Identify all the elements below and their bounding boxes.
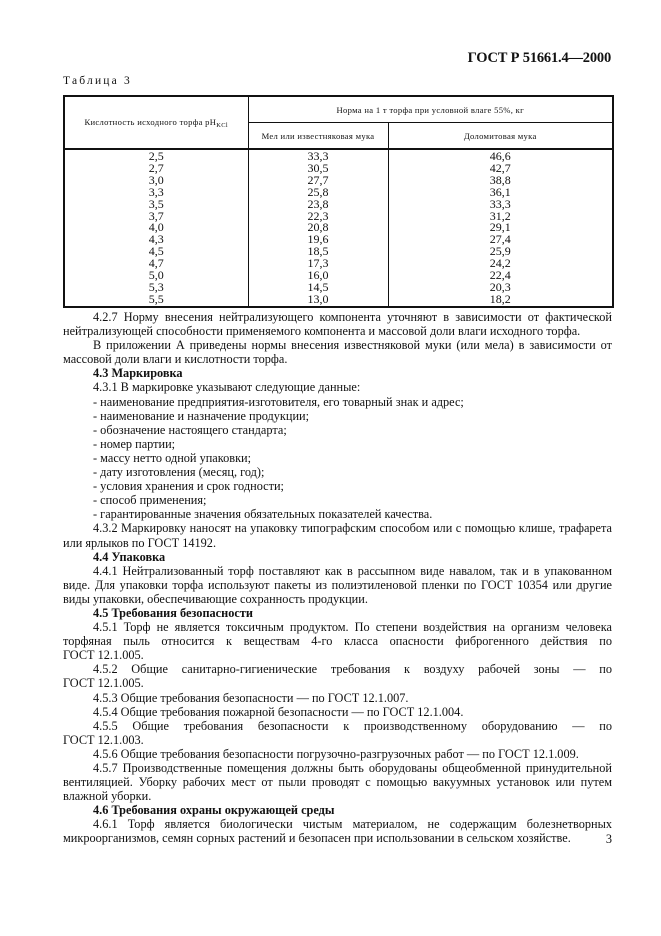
paragraph-4-2-7: 4.2.7 Норму внесения нейтрализующего компонента уточняют в зависимости от фактической нейтрализующей способности применяемого компонента и массовой доли влаги исходного торфа. bbox=[63, 310, 612, 339]
cell-dolomite: 18,2 bbox=[388, 294, 613, 307]
table-row bbox=[64, 282, 613, 294]
cell-ph: 5,3 bbox=[64, 282, 248, 294]
marking-list-item: - способ применения; bbox=[93, 493, 207, 508]
table-row bbox=[64, 258, 613, 270]
cell-ph: 2,7 bbox=[64, 163, 248, 175]
table-row bbox=[64, 163, 613, 175]
column-group-header-rate: Норма на 1 т торфа при условной влаге 55%, кг bbox=[248, 96, 613, 123]
cell-chalk: 33,3 bbox=[248, 149, 388, 163]
table-row bbox=[64, 246, 613, 258]
cell-dolomite: 38,8 bbox=[388, 175, 613, 187]
cell-chalk: 25,8 bbox=[248, 187, 388, 199]
paragraph-4-5-5-reference: ГОСТ 12.1.003. bbox=[63, 732, 144, 747]
cell-ph: 4,0 bbox=[64, 222, 248, 234]
section-heading-4-6-environment: 4.6 Требования охраны окружающей среды bbox=[93, 803, 335, 818]
cell-ph: 4,3 bbox=[64, 234, 248, 246]
marking-list-item: - условия хранения и срок годности; bbox=[93, 479, 284, 494]
page-number: 3 bbox=[605, 832, 612, 846]
cell-dolomite: 31,2 bbox=[388, 211, 613, 223]
cell-chalk: 22,3 bbox=[248, 211, 388, 223]
table-row bbox=[64, 294, 613, 307]
document-designation: ГОСТ Р 51661.4—2000 bbox=[467, 50, 611, 66]
cell-ph: 4,5 bbox=[64, 246, 248, 258]
paragraph-4-3-2: 4.3.2 Маркировку наносят на упаковку типографским способом или с помощью клише, трафарета или ярлыков по ГОСТ 14192. bbox=[63, 521, 612, 550]
cell-chalk: 30,5 bbox=[248, 163, 388, 175]
cell-dolomite: 22,4 bbox=[388, 270, 613, 282]
cell-chalk: 18,5 bbox=[248, 246, 388, 258]
column-header-chalk: Мел или известняковая мука bbox=[248, 123, 388, 150]
marking-list-item: - номер партии; bbox=[93, 436, 176, 451]
cell-chalk: 27,7 bbox=[248, 175, 388, 187]
column-header-dolomite: Доломитовая мука bbox=[388, 123, 613, 150]
table-caption: Таблица 3 bbox=[63, 75, 132, 87]
paragraph-4-3-1: 4.3.1 В маркировке указывают следующие данные: bbox=[93, 380, 361, 395]
paragraph-4-6-1: 4.6.1 Торф является биологически чистым материалом, не содержащим болезнетворных микроорганизмов, семян сорных растений и безопасен при использовании в сельском хозяйстве. bbox=[63, 817, 612, 846]
lime-rate-table bbox=[63, 95, 614, 308]
paragraph-annex-a-reference: В приложении А приведены нормы внесения известняковой муки (или мела) в зависимости от массовой доли влаги и кислотности торфа. bbox=[63, 338, 612, 367]
paragraph-4-5-2: 4.5.2 Общие санитарно-гигиенические требования к воздуху рабочей зоны — по bbox=[93, 662, 612, 677]
paragraph-4-5-6: 4.5.6 Общие требования безопасности погрузочно-разгрузочных работ — по ГОСТ 12.1.009. bbox=[93, 746, 579, 761]
table-row bbox=[64, 270, 613, 282]
cell-chalk: 23,8 bbox=[248, 199, 388, 211]
table-row bbox=[64, 199, 613, 211]
cell-dolomite: 36,1 bbox=[388, 187, 613, 199]
cell-chalk: 16,0 bbox=[248, 270, 388, 282]
section-heading-4-3-marking: 4.3 Маркировка bbox=[93, 366, 183, 381]
cell-chalk: 14,5 bbox=[248, 282, 388, 294]
cell-ph: 4,7 bbox=[64, 258, 248, 270]
marking-list-item: - дату изготовления (месяц, год); bbox=[93, 465, 265, 480]
cell-ph: 5,0 bbox=[64, 270, 248, 282]
paragraph-4-4-1: 4.4.1 Нейтрализованный торф поставляют как в рассыпном виде навалом, так и в упакованном виде. Для упаковки торфа используют пакеты из полиэтиленовой пленки по ГОСТ 10354 или другие виды упаковки, обеспечивающие сохранность продукции. bbox=[63, 563, 612, 606]
column-header-acidity bbox=[64, 96, 248, 149]
marking-list-item: - наименование и назначение продукции; bbox=[93, 408, 310, 423]
paragraph-4-5-5: 4.5.5 Общие требования безопасности к производственному оборудованию — по bbox=[93, 718, 612, 733]
section-heading-4-4-packaging: 4.4 Упаковка bbox=[93, 549, 166, 564]
table-row bbox=[64, 175, 613, 187]
cell-dolomite: 29,1 bbox=[388, 222, 613, 234]
document-body bbox=[63, 310, 612, 846]
cell-dolomite: 25,9 bbox=[388, 246, 613, 258]
column-header-acidity-label: Кислотность исходного торфа pH bbox=[84, 116, 217, 127]
cell-dolomite: 46,6 bbox=[388, 149, 613, 163]
table-row bbox=[64, 222, 613, 234]
cell-dolomite: 42,7 bbox=[388, 163, 613, 175]
paragraph-4-5-1: 4.5.1 Торф не является токсичным продуктом. По степени воздействия на организм человека торфяная пыль относится к веществам 4-го класса опасности фиброгенного действия по bbox=[63, 620, 612, 649]
table-row bbox=[64, 234, 613, 246]
marking-list-item: - гарантированные значения обязательных показателей качества. bbox=[93, 507, 433, 522]
cell-dolomite: 33,3 bbox=[388, 199, 613, 211]
cell-chalk: 20,8 bbox=[248, 222, 388, 234]
paragraph-4-5-3: 4.5.3 Общие требования безопасности — по ГОСТ 12.1.007. bbox=[93, 690, 409, 705]
cell-ph: 3,5 bbox=[64, 199, 248, 211]
cell-ph: 3,7 bbox=[64, 211, 248, 223]
cell-dolomite: 24,2 bbox=[388, 258, 613, 270]
cell-ph: 3,3 bbox=[64, 187, 248, 199]
table-row bbox=[64, 149, 613, 163]
marking-list-item: - обозначение настоящего стандарта; bbox=[93, 422, 287, 437]
paragraph-4-5-4: 4.5.4 Общие требования пожарной безопасности — по ГОСТ 12.1.004. bbox=[93, 704, 464, 719]
paragraph-4-5-7: 4.5.7 Производственные помещения должны быть оборудованы общеобменной принудительной вентиляцией. Уборку рабочих мест от пыли проводят с помощью вакуумных установок или путем влажной уборки. bbox=[63, 761, 612, 804]
cell-ph: 2,5 bbox=[64, 149, 248, 163]
cell-ph: 5,5 bbox=[64, 294, 248, 307]
marking-list-item: - массу нетто одной упаковки; bbox=[93, 450, 252, 465]
section-heading-4-5-safety: 4.5 Требования безопасности bbox=[93, 605, 253, 620]
paragraph-4-5-2-reference: ГОСТ 12.1.005. bbox=[63, 676, 144, 691]
cell-chalk: 13,0 bbox=[248, 294, 388, 307]
cell-ph: 3,0 bbox=[64, 175, 248, 187]
paragraph-4-5-1-reference: ГОСТ 12.1.005. bbox=[63, 648, 144, 663]
cell-chalk: 17,3 bbox=[248, 258, 388, 270]
cell-chalk: 19,6 bbox=[248, 234, 388, 246]
ph-subscript: KCl bbox=[216, 121, 228, 129]
cell-dolomite: 27,4 bbox=[388, 234, 613, 246]
marking-list-item: - наименование предприятия-изготовителя, его товарный знак и адрес; bbox=[93, 394, 464, 409]
table-row bbox=[64, 211, 613, 223]
table-row bbox=[64, 187, 613, 199]
cell-dolomite: 20,3 bbox=[388, 282, 613, 294]
